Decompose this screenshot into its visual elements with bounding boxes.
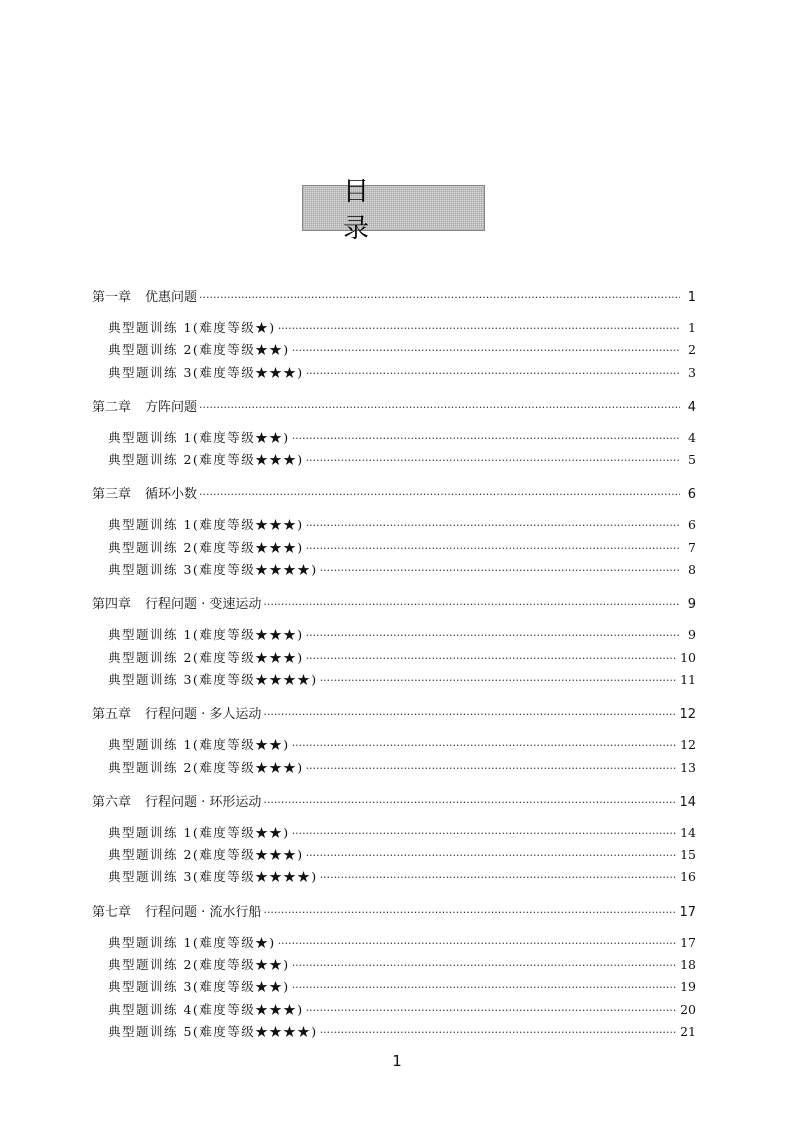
page-number: 21 <box>680 1023 696 1039</box>
chapter-entry[interactable] <box>92 791 696 813</box>
leader-dots <box>278 322 680 335</box>
chapter-7 <box>92 901 696 1044</box>
exercise-entry[interactable] <box>92 823 696 845</box>
exercise-label: 典型题训练 2(难度等级★★★) <box>108 759 304 775</box>
chapter-entry[interactable] <box>92 703 696 725</box>
chapter-entry[interactable] <box>92 901 696 923</box>
page-number: 4 <box>688 429 696 445</box>
table-of-contents <box>92 286 696 1055</box>
exercise-entry[interactable] <box>92 318 696 340</box>
leader-dots <box>263 598 680 611</box>
page-number: 11 <box>680 671 696 687</box>
page-number: 9 <box>687 597 696 613</box>
chapter-number: 第七章 <box>92 904 132 920</box>
page-number: 14 <box>680 824 696 840</box>
chapter-title: 行程问题 · 变速运动 <box>145 597 262 613</box>
exercise-label: 典型题训练 3(难度等级★★★★) <box>108 869 318 885</box>
exercise-label: 典型题训练 1(难度等级★) <box>108 320 276 335</box>
toc-title: 目 录 <box>302 185 485 231</box>
page-number: 12 <box>679 707 696 723</box>
exercise-label: 典型题训练 2(难度等级★★★) <box>108 539 304 555</box>
exercise-label: 典型题训练 2(难度等级★★) <box>108 342 290 358</box>
exercise-entry[interactable] <box>92 1022 696 1044</box>
leader-dots <box>306 629 680 642</box>
exercise-label: 典型题训练 3(难度等级★★★) <box>108 364 304 380</box>
exercise-label: 典型题训练 1(难度等级★★★) <box>108 627 304 643</box>
exercise-label: 典型题训练 2(难度等级★★) <box>108 957 290 973</box>
exercise-label: 典型题训练 4(难度等级★★★) <box>108 1001 304 1017</box>
page-footer-number: 1 <box>392 1052 402 1070</box>
page-number: 13 <box>680 759 696 775</box>
exercise-entry[interactable] <box>92 1000 696 1022</box>
page-number: 4 <box>687 399 696 415</box>
page-number: 8 <box>688 562 696 578</box>
leader-dots <box>306 542 680 555</box>
page-number: 16 <box>680 869 696 885</box>
exercise-entry[interactable] <box>92 450 696 472</box>
chapter-entry[interactable] <box>92 286 696 308</box>
chapter-number: 第六章 <box>92 794 132 810</box>
leader-dots <box>306 519 680 532</box>
chapter-2 <box>92 396 696 473</box>
leader-dots <box>292 344 680 357</box>
exercise-entry[interactable] <box>92 867 696 889</box>
chapter-number: 第三章 <box>92 487 132 503</box>
page-number: 20 <box>680 1001 696 1017</box>
exercise-entry[interactable] <box>92 648 696 670</box>
chapter-title: 行程问题 · 多人运动 <box>145 707 262 723</box>
leader-dots <box>278 937 676 950</box>
exercise-label: 典型题训练 3(难度等级★★★★) <box>108 671 318 687</box>
chapter-number: 第五章 <box>92 707 132 723</box>
exercise-entry[interactable] <box>92 955 696 977</box>
exercise-entry[interactable] <box>92 560 696 582</box>
exercise-label: 典型题训练 3(难度等级★★) <box>108 979 290 995</box>
exercise-entry[interactable] <box>92 340 696 362</box>
page-number: 15 <box>680 847 696 863</box>
page-number: 18 <box>680 957 696 973</box>
page-number: 17 <box>680 934 696 950</box>
chapter-entry[interactable] <box>92 483 696 505</box>
exercise-entry[interactable] <box>92 428 696 450</box>
exercise-entry[interactable] <box>92 670 696 692</box>
exercise-label: 典型题训练 1(难度等级★) <box>108 934 276 950</box>
leader-dots <box>263 708 675 721</box>
leader-dots <box>292 981 676 994</box>
exercise-entry[interactable] <box>92 758 696 780</box>
exercise-label: 典型题训练 2(难度等级★★★) <box>108 452 304 468</box>
exercise-entry[interactable] <box>92 515 696 537</box>
page-number: 6 <box>687 487 696 503</box>
leader-dots <box>199 291 680 304</box>
chapter-title: 方阵问题 <box>145 399 198 415</box>
exercise-entry[interactable] <box>92 933 696 955</box>
leader-dots <box>292 432 680 445</box>
page-number: 14 <box>679 794 696 810</box>
chapter-number: 第二章 <box>92 399 132 415</box>
page-number: 7 <box>688 539 696 555</box>
chapter-5 <box>92 703 696 780</box>
page-number: 5 <box>688 452 696 468</box>
exercise-entry[interactable] <box>92 977 696 999</box>
leader-dots <box>306 454 680 467</box>
chapter-6 <box>92 791 696 890</box>
leader-dots <box>306 652 676 665</box>
chapter-number: 第一章 <box>92 290 132 305</box>
leader-dots <box>306 1004 676 1017</box>
exercise-label: 典型题训练 3(难度等级★★★★) <box>108 562 318 578</box>
leader-dots <box>199 401 680 414</box>
chapter-title: 循环小数 <box>145 487 198 503</box>
exercise-label: 典型题训练 5(难度等级★★★★) <box>108 1023 318 1039</box>
chapter-title: 行程问题 · 流水行船 <box>145 904 262 920</box>
chapter-title: 优惠问题 <box>145 290 198 305</box>
chapter-number: 第四章 <box>92 597 132 613</box>
page-number: 12 <box>680 737 696 753</box>
chapter-4 <box>92 593 696 692</box>
exercise-label: 典型题训练 1(难度等级★★) <box>108 824 290 840</box>
page-number: 1 <box>687 290 696 305</box>
leader-dots <box>306 367 680 380</box>
exercise-entry[interactable] <box>92 625 696 647</box>
exercise-entry[interactable] <box>92 538 696 560</box>
exercise-label: 典型题训练 1(难度等级★★) <box>108 737 290 753</box>
leader-dots <box>320 564 680 577</box>
leader-dots <box>320 1026 676 1039</box>
leader-dots <box>292 827 676 840</box>
chapter-1 <box>92 286 696 385</box>
page-number: 9 <box>688 627 696 643</box>
leader-dots <box>263 796 675 809</box>
exercise-label: 典型题训练 1(难度等级★★) <box>108 429 290 445</box>
page-number: 1 <box>688 320 696 335</box>
exercise-entry[interactable] <box>92 845 696 867</box>
leader-dots <box>292 739 676 752</box>
chapter-3 <box>92 483 696 582</box>
chapter-entry[interactable] <box>92 396 696 418</box>
chapter-entry[interactable] <box>92 593 696 615</box>
page-number: 10 <box>680 649 696 665</box>
exercise-entry[interactable] <box>92 735 696 757</box>
exercise-entry[interactable] <box>92 363 696 385</box>
leader-dots <box>320 871 676 884</box>
chapter-title: 行程问题 · 环形运动 <box>145 794 262 810</box>
page-number: 17 <box>679 904 696 920</box>
page-number: 2 <box>688 342 696 358</box>
page-number: 19 <box>680 979 696 995</box>
leader-dots <box>263 906 675 919</box>
page-number: 6 <box>688 517 696 533</box>
leader-dots <box>199 488 680 501</box>
exercise-label: 典型题训练 2(难度等级★★★) <box>108 847 304 863</box>
leader-dots <box>306 762 676 775</box>
leader-dots <box>320 674 676 687</box>
page-number: 3 <box>688 364 696 380</box>
leader-dots <box>306 849 676 862</box>
leader-dots <box>292 959 676 972</box>
exercise-label: 典型题训练 2(难度等级★★★) <box>108 649 304 665</box>
exercise-label: 典型题训练 1(难度等级★★★) <box>108 517 304 533</box>
